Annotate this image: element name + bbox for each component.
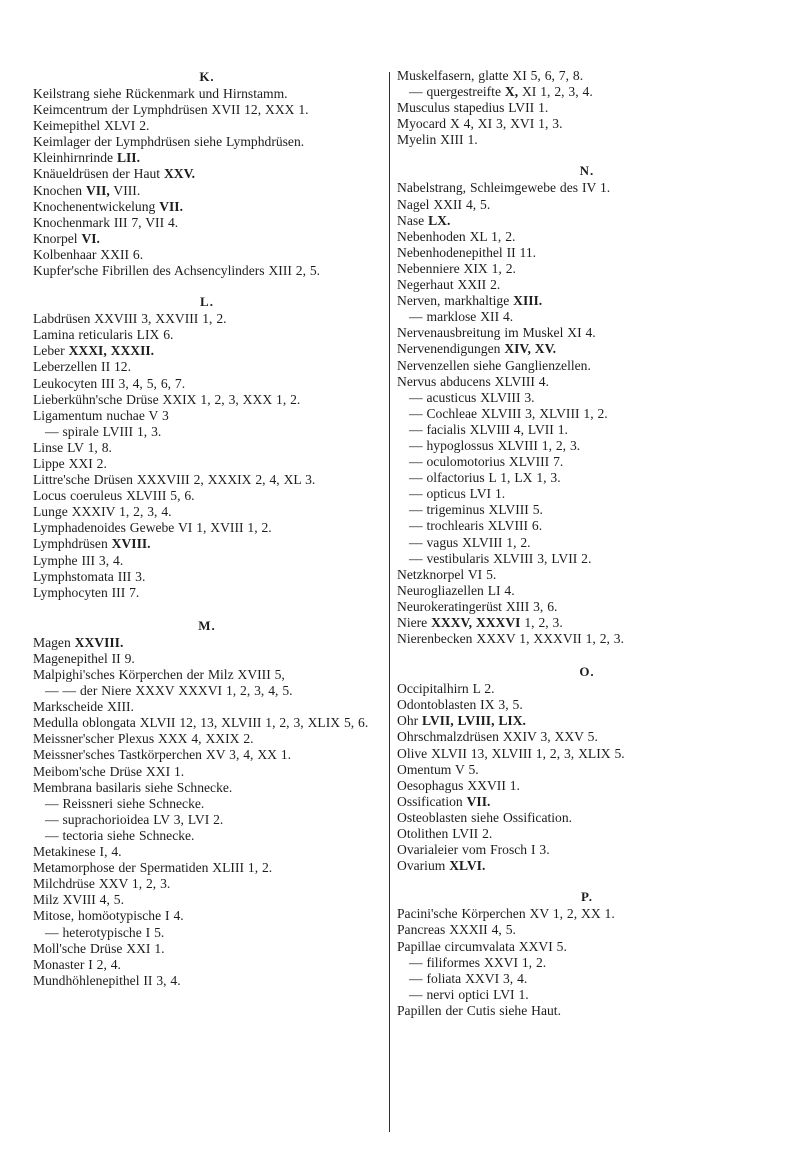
- index-entry: [397, 583, 777, 599]
- index-entry: [33, 876, 381, 892]
- entry-text: Nerven, markhaltige: [397, 293, 514, 309]
- index-entry: [33, 440, 381, 456]
- index-entry: [33, 488, 381, 504]
- entry-text: Kupfer'sche Fibrillen des Achsencylinders XIII 2, 5.: [33, 263, 321, 279]
- entry-text: Ohrschmalzdrüsen XXIV 3, XXV 5.: [397, 729, 598, 745]
- index-entry: [33, 408, 381, 424]
- entry-bold: XXXI, XXXII.: [68, 343, 155, 359]
- index-entry: [33, 504, 381, 520]
- index-entry: [33, 925, 381, 941]
- entry-rest: 1, 2, 3.: [520, 615, 563, 630]
- entry-text: Malpighi'sches Körperchen der Milz XVIII 5,: [33, 667, 285, 682]
- index-entry: [33, 134, 381, 150]
- index-entry: [397, 197, 777, 213]
- entry-text: Myocard X 4, XI 3, XVI 1, 3.: [397, 116, 563, 132]
- index-entry: [33, 327, 381, 343]
- entry-text: — hypoglossus XLVIII 1, 2, 3.: [409, 437, 581, 453]
- section-letter: O.: [579, 664, 595, 680]
- entry-text: — suprachorioidea LV 3, LVI 2.: [45, 811, 224, 827]
- entry-text: Lymphe III 3, 4.: [33, 552, 124, 568]
- entry-text: Keilstrang siehe Rückenmark und Hirnstamm.: [33, 86, 288, 101]
- index-entry: [33, 699, 381, 715]
- entry-text: — trochlearis XLVIII 6.: [409, 518, 543, 534]
- index-entry: [33, 764, 381, 780]
- entry-text: Nervus abducens XLVIII 4.: [397, 373, 549, 389]
- index-entry: [397, 438, 777, 454]
- right-column: [397, 68, 777, 1019]
- entry-text: Nervenausbreitung im Muskel XI 4.: [397, 325, 596, 341]
- index-entry: [33, 392, 381, 408]
- index-entry: [33, 553, 381, 569]
- entry-bold: LX.: [428, 212, 451, 228]
- entry-text: Lymphadenoides Gewebe VI 1, XVIII 1, 2.: [33, 520, 272, 536]
- index-entry: [33, 536, 381, 552]
- index-entry: [397, 762, 777, 778]
- column-divider: [389, 72, 390, 1132]
- index-entry: [397, 955, 777, 971]
- index-entry: [33, 376, 381, 392]
- entry-text: Keimcentrum der Lymphdrüsen XVII 12, XXX 1.: [33, 102, 309, 118]
- index-entry: [397, 681, 777, 697]
- entry-text: Lippe XXI 2.: [33, 455, 107, 471]
- entry-text: Membrana basilaris siehe Schnecke.: [33, 779, 233, 795]
- index-entry: [397, 374, 777, 390]
- entry-text: Meibom'sche Drüse XXI 1.: [33, 763, 185, 779]
- entry-text: Monaster I 2, 4.: [33, 956, 121, 972]
- entry-text: Knorpel: [33, 230, 82, 246]
- index-section: [397, 162, 777, 647]
- entry-text: Leber: [33, 343, 69, 359]
- index-entry: [397, 518, 777, 534]
- index-entry: [33, 957, 381, 973]
- index-section: [33, 68, 381, 279]
- entry-text: Neurogliazellen LI 4.: [397, 582, 515, 598]
- index-entry: [33, 828, 381, 844]
- index-entry: [397, 422, 777, 438]
- entry-text: — quergestreifte: [409, 84, 505, 100]
- index-entry: [33, 118, 381, 134]
- entry-text: — Reissneri siehe Schnecke.: [45, 795, 205, 811]
- entry-text: Netzknorpel VI 5.: [397, 566, 497, 582]
- entry-text: Metakinese I, 4.: [33, 844, 122, 860]
- index-entry: [33, 667, 381, 683]
- index-section: [33, 293, 381, 601]
- index-entry: [33, 683, 381, 699]
- entry-text: Labdrüsen XXVIII 3, XXVIII 1, 2.: [33, 311, 227, 327]
- entry-text: Mitose, homöotypische I 4.: [33, 908, 184, 924]
- entry-text: Lunge XXXIV 1, 2, 3, 4.: [33, 504, 172, 520]
- entry-text: Nagel XXII 4, 5.: [397, 196, 491, 212]
- index-entry: [397, 277, 777, 293]
- section-letter: N.: [579, 163, 595, 179]
- index-entry: [33, 456, 381, 472]
- index-entry: [397, 502, 777, 518]
- index-entry: [397, 341, 777, 357]
- index-entry: [397, 842, 777, 858]
- entry-text: Markscheide XIII.: [33, 699, 134, 715]
- index-entry: [33, 569, 381, 585]
- section-letter: P.: [581, 889, 593, 905]
- index-entry: [397, 746, 777, 762]
- entry-text: Olive XLVII 13, XLVIII 1, 2, 3, XLIX 5.: [397, 745, 625, 761]
- entry-text: Meissner'sches Tastkörperchen XV 3, 4, XX 1.: [33, 747, 292, 763]
- entry-text: Milz XVIII 4, 5.: [33, 892, 124, 908]
- index-entry: [397, 293, 777, 309]
- index-entry: [33, 183, 381, 199]
- entry-text: Ossification: [397, 793, 467, 809]
- index-entry: [33, 747, 381, 763]
- index-entry: [397, 84, 777, 100]
- entry-text: Kolbenhaar XXII 6.: [33, 246, 144, 262]
- entry-text: Metamorphose der Spermatiden XLIII 1, 2.: [33, 860, 273, 876]
- entry-text: Pancreas XXXII 4, 5.: [397, 922, 516, 938]
- index-entry: [33, 844, 381, 860]
- index-entry: [397, 1003, 777, 1019]
- entry-bold: X,: [504, 84, 519, 100]
- index-entry: [397, 810, 777, 826]
- index-entry: [397, 697, 777, 713]
- index-entry: [397, 390, 777, 406]
- entry-bold: VII.: [159, 198, 183, 214]
- index-entry: [33, 150, 381, 166]
- index-entry: [33, 812, 381, 828]
- index-entry: [33, 359, 381, 375]
- entry-text: — opticus LVI 1.: [409, 486, 506, 502]
- index-entry: [33, 973, 381, 989]
- entry-bold: XVIII.: [111, 536, 151, 552]
- entry-bold: XXXV, XXXVI: [431, 615, 521, 630]
- entry-rest: XI 1, 2, 3, 4.: [518, 84, 593, 100]
- entry-text: Osteoblasten siehe Ossification.: [397, 809, 573, 825]
- entry-text: Occipitalhirn L 2.: [397, 681, 495, 697]
- index-entry: [397, 794, 777, 810]
- entry-text: — heterotypische I 5.: [45, 924, 165, 940]
- index-entry: [397, 68, 777, 84]
- entry-text: Lymphdrüsen: [33, 536, 112, 552]
- index-entry: [397, 826, 777, 842]
- section-letter: M.: [198, 617, 216, 633]
- index-entry: [33, 472, 381, 488]
- entry-text: — foliata XXVI 3, 4.: [409, 970, 528, 986]
- index-entry: [397, 245, 777, 261]
- index-entry: [397, 486, 777, 502]
- entry-text: — — der Niere XXXV XXXVI 1, 2, 3, 4, 5.: [45, 683, 293, 699]
- entry-text: — Cochleae XLVIII 3, XLVIII 1, 2.: [409, 405, 608, 421]
- entry-text: Nebenniere XIX 1, 2.: [397, 260, 516, 276]
- index-section: [397, 663, 777, 874]
- entry-text: Papillen der Cutis siehe Haut.: [397, 1002, 561, 1018]
- index-entry: [397, 229, 777, 245]
- entry-text: Leberzellen II 12.: [33, 359, 131, 375]
- entry-text: Mundhöhlenepithel II 3, 4.: [33, 972, 181, 988]
- entry-text: Muskelfasern, glatte XI 5, 6, 7, 8.: [397, 68, 584, 83]
- index-entry: [33, 892, 381, 908]
- entry-bold: XIV, XV.: [504, 341, 557, 357]
- index-entry: [397, 922, 777, 938]
- entry-text: Knochenmark III 7, VII 4.: [33, 214, 179, 230]
- entry-text: Nase: [397, 212, 429, 228]
- index-entry: [397, 406, 777, 422]
- index-section: [397, 888, 777, 1019]
- index-entry: [33, 731, 381, 747]
- entry-text: — filiformes XXVI 1, 2.: [409, 954, 547, 970]
- entry-text: — vestibularis XLVIII 3, LVII 2.: [409, 550, 592, 566]
- index-entry: [33, 860, 381, 876]
- entry-text: Lamina reticularis LIX 6.: [33, 327, 174, 343]
- index-entry: [397, 971, 777, 987]
- entry-text: — acusticus XLVIII 3.: [409, 389, 535, 405]
- index-entry: [397, 535, 777, 551]
- index-entry: [33, 263, 381, 279]
- index-entry: [33, 585, 381, 601]
- index-entry: [397, 551, 777, 567]
- index-entry: [33, 343, 381, 359]
- index-entry: [397, 470, 777, 486]
- entry-text: Nervenzellen siehe Ganglienzellen.: [397, 357, 591, 373]
- index-entry: [33, 86, 381, 102]
- entry-bold: XIII.: [513, 293, 543, 309]
- entry-text: Nebenhodenepithel II 11.: [397, 244, 537, 260]
- entry-text: Linse LV 1, 8.: [33, 439, 112, 455]
- entry-text: Knäueldrüsen der Haut: [33, 166, 164, 182]
- entry-text: Musculus stapedius LVII 1.: [397, 100, 549, 116]
- entry-text: Littre'sche Drüsen XXXVIII 2, XXXIX 2, 4, XL 3.: [33, 472, 316, 488]
- index-entry: [33, 520, 381, 536]
- index-entry: [33, 715, 381, 731]
- index-section: [397, 68, 777, 148]
- index-entry: [397, 180, 777, 196]
- entry-text: Oesophagus XXVII 1.: [397, 777, 520, 793]
- entry-text: Medulla oblongata XLVII 12, 13, XLVIII 1, 2, 3, XLIX 5, 6.: [33, 715, 369, 731]
- index-entry: [397, 778, 777, 794]
- entry-text: Pacini'sche Körperchen XV 1, 2, XX 1.: [397, 906, 615, 922]
- entry-text: — vagus XLVIII 1, 2.: [409, 534, 531, 550]
- entry-text: Myelin XIII 1.: [397, 132, 478, 148]
- index-entry: [33, 102, 381, 118]
- entry-text: Magenepithel II 9.: [33, 650, 135, 666]
- index-entry: [397, 116, 777, 132]
- entry-text: Moll'sche Drüse XXI 1.: [33, 940, 165, 956]
- entry-text: Knochen: [33, 182, 86, 198]
- section-letter: K.: [199, 69, 215, 84]
- entry-bold: XXV.: [163, 166, 196, 182]
- index-entry: [33, 651, 381, 667]
- entry-text: Omentum V 5.: [397, 761, 479, 777]
- index-entry: [33, 635, 381, 651]
- index-entry: [397, 213, 777, 229]
- index-entry: [33, 199, 381, 215]
- index-entry: [397, 631, 777, 647]
- entry-text: Ohr: [397, 713, 423, 729]
- entry-text: Nabelstrang, Schleimgewebe des IV 1.: [397, 180, 611, 196]
- entry-text: Odontoblasten IX 3, 5.: [397, 697, 523, 713]
- entry-bold: XLVI.: [449, 858, 486, 874]
- entry-text: — marklose XII 4.: [409, 309, 514, 325]
- entry-text: — oculomotorius XLVIII 7.: [409, 454, 564, 470]
- entry-rest: VIII.: [109, 182, 141, 198]
- index-section: [33, 617, 381, 989]
- left-column: [33, 68, 381, 989]
- entry-text: Meissner'scher Plexus XXX 4, XXIX 2.: [33, 731, 254, 747]
- index-entry: [33, 796, 381, 812]
- entry-text: Ligamentum nuchae V 3: [33, 407, 169, 423]
- entry-text: Nebenhoden XL 1, 2.: [397, 228, 516, 244]
- entry-text: Magen: [33, 634, 75, 650]
- entry-text: Ovarium: [397, 858, 450, 874]
- index-entry: [33, 247, 381, 263]
- entry-text: Keimlager der Lymphdrüsen siehe Lymphdrüsen.: [33, 134, 305, 150]
- index-entry: [33, 231, 381, 247]
- index-entry: [397, 100, 777, 116]
- entry-text: Milchdrüse XXV 1, 2, 3.: [33, 876, 171, 892]
- entry-text: — nervi optici LVI 1.: [409, 986, 529, 1002]
- index-entry: [397, 261, 777, 277]
- index-entry: [33, 941, 381, 957]
- entry-bold: VII.: [466, 793, 491, 809]
- section-letter: L.: [200, 294, 214, 310]
- index-entry: [33, 215, 381, 231]
- entry-bold: XXVIII.: [74, 634, 124, 650]
- index-entry: [397, 325, 777, 341]
- entry-text: Negerhaut XXII 2.: [397, 277, 501, 293]
- index-entry: [397, 987, 777, 1003]
- entry-text: Lymphstomata III 3.: [33, 568, 146, 584]
- entry-text: — trigeminus XLVIII 5.: [409, 502, 543, 518]
- index-entry: [397, 713, 777, 729]
- index-entry: [397, 729, 777, 745]
- entry-text: — spirale LVIII 1, 3.: [45, 423, 162, 439]
- entry-text: — facialis XLVIII 4, LVII 1.: [409, 421, 568, 437]
- index-entry: [397, 309, 777, 325]
- entry-text: Papillae circumvalata XXVI 5.: [397, 938, 567, 954]
- entry-text: Otolithen LVII 2.: [397, 826, 493, 842]
- entry-text: Ovarialeier vom Frosch I 3.: [397, 842, 550, 858]
- entry-bold: VI.: [81, 230, 100, 246]
- index-entry: [397, 858, 777, 874]
- entry-text: Nierenbecken XXXV 1, XXXVII 1, 2, 3.: [397, 631, 624, 647]
- entry-text: — tectoria siehe Schnecke.: [45, 827, 195, 843]
- index-entry: [397, 358, 777, 374]
- index-entry: [397, 567, 777, 583]
- index-entry: [397, 454, 777, 470]
- index-entry: [33, 780, 381, 796]
- index-entry: [397, 615, 777, 631]
- index-entry: [33, 166, 381, 182]
- entry-text: — olfactorius L 1, LX 1, 3.: [409, 470, 561, 486]
- entry-text: Kleinhirnrinde: [33, 150, 117, 166]
- index-entry: [33, 311, 381, 327]
- entry-text: Locus coeruleus XLVIII 5, 6.: [33, 488, 195, 504]
- entry-text: Keimepithel XLVI 2.: [33, 118, 150, 134]
- index-entry: [397, 906, 777, 922]
- entry-text: Niere: [397, 615, 432, 630]
- entry-text: Lymphocyten III 7.: [33, 584, 140, 600]
- entry-text: Knochenentwickelung: [33, 198, 160, 214]
- entry-text: Nervenendigungen: [397, 341, 505, 357]
- entry-bold: LII.: [116, 150, 140, 166]
- entry-text: Leukocyten III 3, 4, 5, 6, 7.: [33, 375, 186, 391]
- entry-bold: LVII, LVIII, LIX.: [422, 713, 526, 729]
- index-entry: [397, 132, 777, 148]
- index-entry: [33, 908, 381, 924]
- index-entry: [397, 939, 777, 955]
- entry-bold: VII,: [85, 182, 110, 198]
- index-entry: [397, 599, 777, 615]
- entry-text: Neurokeratingerüst XIII 3, 6.: [397, 598, 558, 614]
- index-entry: [33, 424, 381, 440]
- entry-text: Lieberkühn'sche Drüse XXIX 1, 2, 3, XXX 1, 2.: [33, 391, 301, 407]
